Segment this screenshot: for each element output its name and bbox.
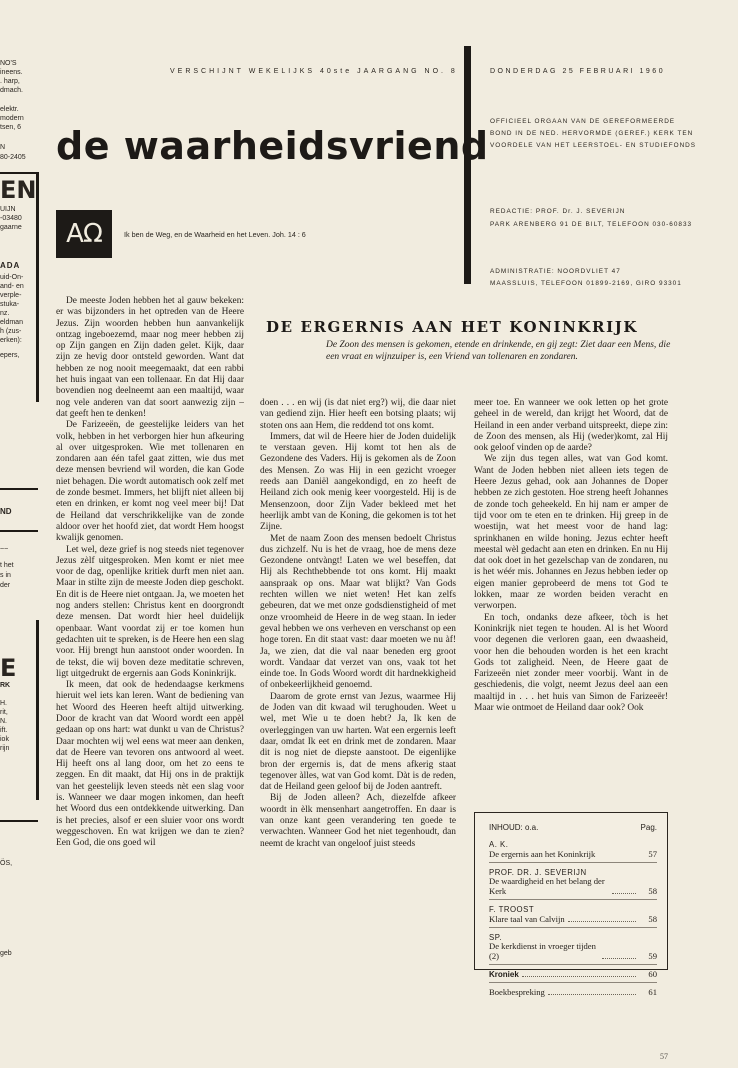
article-column-3 (474, 398, 668, 714)
toc-separator (489, 862, 657, 863)
bleed-line: gaarne (0, 224, 22, 231)
bleed-line: stuka- (0, 301, 20, 308)
toc-entry (489, 942, 657, 961)
toc-entry-title: Kroniek (489, 969, 519, 979)
org-line: VOORDELE VAN HET LEERSTOEL- EN STUDIEFONDS (490, 142, 697, 149)
bleed-line: RK (0, 682, 11, 689)
bleed-rule (0, 530, 38, 532)
paragraph: En toch, ondanks deze afkeer, tòch is het Koninkrijk niet tegen te houden. Al is het Woord voor degenen die verloren gaan, een dwaasheid, voor hen die behouden worden is het een kracht Gods tot zaligheid. Neen, de Heere gaat de Farizeeën niet zonder meer voorbij. Want in de geschiedenis, die volgt, neemt Jezus deel aan een maaltijd in . . . het huis van Simon de Farizeeër! Maar wie ontmoet de Heiland daar ook? Ook (474, 612, 668, 714)
bleed-line: ineens. (0, 69, 23, 76)
toc-page-label: Pag. (640, 823, 657, 832)
toc-entry-page: 59 (648, 951, 657, 961)
bleed-line: tsen, 6 (0, 124, 22, 131)
bleed-line: 80-2405 (0, 154, 26, 161)
bleed-line: ÖS, (0, 860, 13, 867)
editorial-info (490, 205, 692, 231)
bleed-line: ~~ (0, 546, 9, 553)
paragraph: Daarom de grote ernst van Jezus, waarmee Hij de Joden van dit kwaad wil terughouden. Weet u wel, met Wie u te doen hebt? Ja, Ik ken de overleggingen van uw harten. Wat een ergernis leeft daar, omdat Ik eet en drink met de zondaren. Maar dit is nog niet de diepste aanstoot. De eigenlijke bron der ergernis is, dat de mens afkerig staat tegenover àlles, wat van God komt. Dàt is de reden, dat de Heiland geen geloof bij de Joden aantreft. (260, 691, 456, 793)
bleed-heading: E (0, 654, 17, 682)
alpha-omega-logo: AΩ (56, 210, 112, 258)
bleed-line: nz. (0, 310, 10, 317)
toc-leader (602, 958, 636, 959)
toc-author: A. K. (489, 840, 509, 849)
toc-leader (548, 994, 636, 995)
toc-entry-title: De kerkdienst in vroeger tijden (2) (489, 941, 596, 961)
toc-entry-page: 61 (648, 987, 657, 997)
org-line: BOND IN DE NED. HERVORMDE (GEREF.) KERK TEN (490, 130, 694, 137)
paragraph: Ik meen, dat ook de hedendaagse kerkmens hieruit wel iets kan leren. Want de bediening van het Woord des Heeren heeft altijd uitwerking. Door de kracht van dat Woord wordt een appèl gedaan op ons hart: wat dunkt u van de Christus? Daar mochten wij wel eens wat meer aan denken, dat de Heere van tevoren ons antwoord al weet. Hij heeft ons al lang door, om het zo eens te zeggen. En dit maakt, dat Hij ons in de praktijk van het geestelijk leven steeds nèt een slag voor is. Wanneer we daar mogen inkomen, dan heeft het Woord dus een ontdekkende uitwerking. Dan is het precies, alsof er een sluier voor ons wordt weggeschoven. En wat krijgen we dan te zien? Een God, die ons goed wil (56, 680, 244, 849)
toc-author: PROF. DR. J. SEVERIJN (489, 868, 587, 877)
paragraph: Let wel, deze grief is nog steeds niet tegenover Jezus zèlf uitgesproken. Men komt er niet mee voor de dag, openlijke kritiek durft men niet aan. Maar in stilte zijn de meeste Joden diep geschokt. En dit is de Heere niet ontgaan. Ja, we moeten het nog anders stellen: Christus kent en doorgrondt deze mensen. Dat wordt hier heel duidelijk openbaar. Want voordat zij er toe komen hun gedachten uit te spreken, is de Heere hen een slag voor. Hij brengt hun aanstoot onder woorden. In de tekst, die wij boven deze meditatie schreven, ligt uitgedrukt de ergernis aan Gods Koninkrijk. (56, 544, 244, 679)
page-number: 57 (660, 1052, 668, 1061)
toc-entry-page: 58 (648, 886, 657, 896)
editorial-line: REDACTIE: PROF. Dr. J. SEVERIJN (490, 208, 626, 215)
paragraph: De Farizeeën, de geestelijke leiders van het volk, hebben in het verborgen hier hun afkeuring al over uitgesproken. Wie met tollenaren en zondaren aan één tafel gaat zitten, wie dus met deze mensen bevriend wil worden, die kan Gode niet behagen. Die wordt automatisch ook zelf met de zonde besmet. Immers, het blijft niet alleen bij eten en drinken, er komt nog veel meer bij! Dat de Heiland dat verschrikkelijke van de zonde aldoor over het hoofd ziet, dat wordt Hem hoogst kwalijk genomen. (56, 420, 244, 544)
bleed-line: rit, (0, 709, 8, 716)
toc-separator (489, 982, 657, 983)
bleed-line: elektr. (0, 106, 19, 113)
article-title: DE ERGERNIS AAN HET KONINKRIJK (266, 318, 639, 336)
toc-entry-title: De waardigheid en het belang der Kerk (489, 876, 605, 896)
bleed-line: dmach. (0, 87, 23, 94)
toc-entry (489, 849, 657, 859)
toc-separator (489, 899, 657, 900)
paragraph: meer toe. En wanneer we ook letten op het grote geheel in de wereld, dan krijgt het Woord, dat de Heiland in een ander verband uitspreekt, diepe zin: de Zoon des mensen, als Hij (weder)komt, zal Hij ook geloof vinden op de aarde? (474, 398, 668, 454)
bleed-line: and- en (0, 283, 24, 290)
administration-line: ADMINISTRATIE: NOORDVLIET 47 (490, 268, 621, 275)
bleed-line: N (0, 144, 6, 151)
bleed-line: -03480 (0, 215, 22, 222)
toc-leader (612, 893, 636, 894)
toc-leader (522, 976, 636, 977)
issue-date: DONDERDAG 25 FEBRUARI 1960 (490, 68, 666, 75)
paragraph: Immers, dat wil de Heere hier de Joden duidelijk te verstaan geven. Hij komt tot hen als de Gezondene des Vaders. Hij is gekomen als de Zoon des Mensen. Zo was Hij in een gezicht vroeger reeds aan Daniël aangekondigd, en zo heeft de Heiland zich ook menig keer voorgesteld. Hij is de Mensenzoon, door Zijn Vader bekleed met het heerlijk ambt van de Koning, die gekomen is tot het Zijne. (260, 431, 456, 533)
org-line: OFFICIEEL ORGAAN VAN DE GEREFORMEERDE (490, 118, 676, 125)
bleed-line: t het (0, 562, 14, 569)
bleed-line: rijn (0, 745, 10, 752)
bleed-rule (0, 488, 38, 490)
toc-entry (489, 969, 657, 979)
bleed-rule (0, 820, 38, 822)
toc-author: F. TROOST (489, 905, 535, 914)
toc-entry-title: Boekbespreking (489, 986, 545, 997)
bleed-line: epers, (0, 352, 20, 359)
article-column-2 (260, 398, 456, 850)
editorial-line: PARK ARENBERG 91 DE BILT, TELEFOON 030-60833 (490, 221, 693, 228)
toc-author: SP. (489, 933, 503, 942)
administration-line: MAASSLUIS, TELEFOON 01899-2169, GIRO 93301 (490, 280, 682, 287)
toc-entry-title: De ergernis aan het Koninkrijk (489, 848, 596, 859)
bleed-line: s in (0, 572, 11, 579)
toc-entry (489, 914, 657, 924)
toc-entry-title: Klare taal van Calvijn (489, 913, 565, 924)
toc-entry (489, 987, 657, 997)
toc-header (489, 823, 657, 832)
paragraph: Met de naam Zoon des mensen bedoelt Christus dus zichzelf. Nu is het de vraag, hoe de mens deze Gezondene ontvàngt! Laten we wel beseffen, dat Hij als Rechthebbende tot ons komt. Hij maakt aanspraak op ons. Maar wat blijkt? Van Gods rechten willen we niet weten! Het kan zelfs gebeuren, dat we met onze godsdienstigheid of met onze vroomheid de Heere in de weg staan. In ieder geval hebben we ons verheven en verschanst op een hoge toren. En dit staat vast: daar moeten we nu àf! Ja, we zien, dat die val naar beneden erg groot wordt. Vandaar dat verzet van ons, vaak tot het einde toe. In Gods Woord wordt dit hardnekkigheid of onbekeerlijkheid genoemd. (260, 533, 456, 691)
table-of-contents (474, 812, 668, 997)
bleed-line: N. (0, 718, 7, 725)
article-subtitle: De Zoon des mensen is gekomen, etende en drinkende, en gij zegt: Ziet daar een Mens, die een vraat en wijnzuiper is, een Vriend van tollenaren en zondaren. (326, 340, 671, 362)
paragraph: We zijn dus tegen alles, wat van God komt. Want de Joden hebben niet alleen iets tegen de Heere Jezus gehad, ook aan Johannes de Doper hebben ze zich gestoten. Hoe streng heeft Johannes de zonde toch geheekeld. En hij nam er amper de tijd voor om te eten en te drinken. Hij greep in de woestijn, wat het meest voor de hand lag: sprinkhanen en wilde honing. Jezus echter heeft meestal wèl gedacht aan eten en drinken. En nu Hij dat ook doet in het gezelschap van de zondaren, nu is het wéér mis. Johannes en Jezus hebben ieder op eigen manier geprobeerd de mens tot God te lokken, maar ze worden beiden veracht en verworpen. (474, 454, 668, 612)
bleed-line: uid-On- (0, 274, 24, 281)
bleed-line: modern (0, 115, 24, 122)
bleed-line: . harp, (0, 78, 20, 85)
bleed-line: iok (0, 736, 9, 743)
bleed-line: eldman (0, 319, 23, 326)
bleed-rule (36, 172, 39, 402)
bleed-line: geb (0, 950, 12, 957)
toc-entry-page: 58 (648, 914, 657, 924)
bleed-heading: ND (0, 507, 12, 516)
bleed-line: h (zus- (0, 328, 22, 335)
bleed-line: UIJN (0, 206, 16, 213)
paragraph: De meeste Joden hebben het al gauw bekeken: er was bijzonders in het optreden van de Heere Jezus. Zijn woorden hebben hun aanvankelijk ontzag ingeboezemd, maar nog meer hebben zij op Zijn gangen en Zijn daden gelet. Kijk, daar zijn ze hevig door ontsteld geworden. Want dat hebben ze nog nooit meegemaakt, dat een rabbi het huis ingaat van een tollenaar. En dat Hij daar bovendien nog deelneemt aan een maaltijd, waar nog vele anderen van dat soort aanwezig zijn – dat geeft hen te denken! (56, 296, 244, 419)
paragraph: Bij de Joden alleen? Ach, diezelfde afkeer woordt in èlk mensenhart aangetroffen. En daar is van onze kant geen verandering ten goede te verwachten. Wanneer God het niet tegenhoudt, dan neemt de kracht van ongeloof juist steeds (260, 793, 456, 849)
toc-separator (489, 964, 657, 965)
article-column-1 (56, 296, 244, 850)
bleed-line: erken): (0, 337, 22, 344)
bleed-line: verple- (0, 292, 22, 299)
toc-entry-page: 60 (648, 969, 657, 979)
organization-info (490, 116, 720, 152)
motto: Ik ben de Weg, en de Waarheid en het Leven. Joh. 14 : 6 (124, 230, 306, 239)
bleed-heading: EN (0, 176, 37, 204)
toc-entry-page: 57 (648, 849, 657, 859)
administration-info (490, 266, 682, 290)
bleed-line: der (0, 582, 11, 589)
paragraph: doen . . . en wij (is dat niet erg?) wij, die daar niet van gediend zijn. Hier heeft een botsing plaats; wij stoten ons aan Hem, die reddend tot ons komt. (260, 398, 456, 431)
bleed-line: H. (0, 700, 7, 707)
masthead-title: de waarheidsvriend (56, 124, 489, 168)
toc-leader (568, 921, 636, 922)
bleed-rule (36, 620, 39, 800)
toc-entry (489, 877, 657, 896)
bleed-line: NO'S (0, 60, 17, 67)
bleed-rule (0, 172, 38, 174)
adjacent-page-bleed (0, 60, 40, 1060)
issue-info: VERSCHIJNT WEKELIJKS 40ste JAARGANG NO. 8 (170, 68, 458, 75)
toc-separator (489, 927, 657, 928)
bleed-heading: ADA (0, 261, 21, 270)
toc-heading: INHOUD: o.a. (489, 823, 539, 832)
bleed-line: ift. (0, 727, 8, 734)
